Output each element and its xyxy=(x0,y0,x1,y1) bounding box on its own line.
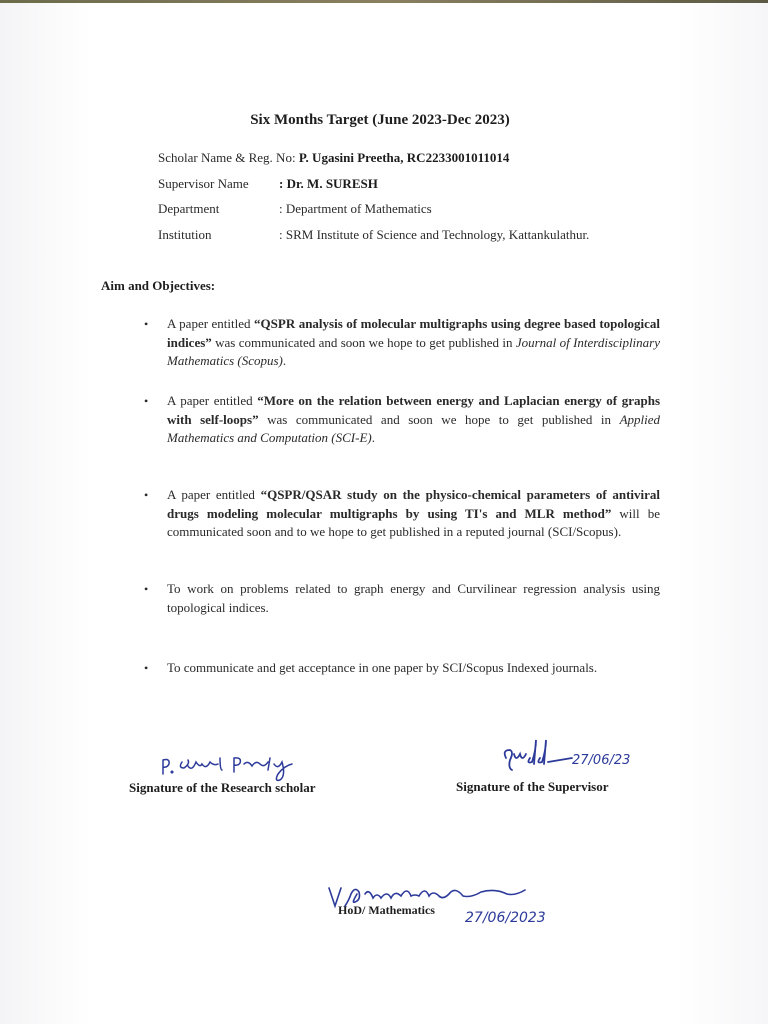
institution-value: : SRM Institute of Science and Technology, Kattankulathur. xyxy=(279,226,590,242)
institution-label: Institution xyxy=(158,226,212,242)
supervisor-signature-label: Signature of the Supervisor xyxy=(456,779,609,794)
scholar-label: Scholar Name & Reg. No: xyxy=(158,150,299,165)
hod-signature-label: HoD/ Mathematics xyxy=(338,903,435,917)
objective-mid: will be communicated soon and to we hope to get published in a reputed journal (SCI/Scopus). xyxy=(167,505,660,539)
paper-title: “QSPR analysis of molecular multigraphs using degree based topological indices” xyxy=(167,316,660,350)
objective-item xyxy=(140,392,660,448)
document-title: Six Months Target (June 2023-Dec 2023) xyxy=(250,112,510,128)
objective-pre: A paper entitled xyxy=(167,316,255,331)
paper-title: “QSPR/QSAR study on the physico-chemical parameters of antiviral drugs modeling molecular multigraphs by using TI's and MLR method” xyxy=(167,487,660,521)
bullet-icon: • xyxy=(144,488,149,502)
page-top-edge xyxy=(0,0,768,3)
objective-text xyxy=(167,315,660,371)
bullet-icon: • xyxy=(144,661,149,675)
objective-text: To work on problems related to graph energy and Curvilinear regression analysis using topological indices. xyxy=(167,581,660,615)
bullet-icon: • xyxy=(144,317,149,331)
objective-text: To communicate and get acceptance in one paper by SCI/Scopus Indexed journals. xyxy=(167,660,598,675)
objective-text xyxy=(167,392,660,448)
objective-item xyxy=(140,486,660,542)
scholar-field xyxy=(158,150,509,166)
objective-pre: A paper entitled xyxy=(167,487,261,502)
objective-post: . xyxy=(371,430,375,445)
journal-name: Journal of Interdisciplinary Mathematics (Scopus) xyxy=(167,334,660,368)
objective-text xyxy=(167,486,660,542)
paper-title: “More on the relation between energy and Laplacian energy of graphs with self-loops” xyxy=(167,393,661,427)
aim-heading: Aim and Objectives: xyxy=(101,278,216,293)
bullet-icon: • xyxy=(144,394,149,408)
objective-pre: A paper entitled xyxy=(167,393,258,408)
objective-item xyxy=(140,580,660,617)
supervisor-value: : Dr. M. SURESH xyxy=(279,175,378,191)
supervisor-label: Supervisor Name xyxy=(158,175,249,191)
objective-item xyxy=(140,659,660,678)
supervisor-signature-scribble xyxy=(500,736,640,780)
hod-date: 27/06/2023 xyxy=(465,910,546,926)
objective-post: . xyxy=(282,353,287,368)
objective-item xyxy=(140,315,660,371)
department-label: Department xyxy=(158,201,220,216)
objective-mid: was communicated and soon we hope to get published in xyxy=(211,334,516,350)
scholar-signature-label: Signature of the Research scholar xyxy=(129,780,316,795)
journal-name: Applied Mathematics and Computation (SCI-E) xyxy=(167,411,660,445)
objective-mid: was communicated and soon we hope to get published in xyxy=(258,411,620,427)
scholar-value: P. Ugasini Preetha, RC2233001011014 xyxy=(298,150,510,165)
supervisor-date: 27/06/23 xyxy=(572,753,631,768)
bullet-icon: • xyxy=(144,582,149,596)
department-value: : Department of Mathematics xyxy=(279,201,432,216)
